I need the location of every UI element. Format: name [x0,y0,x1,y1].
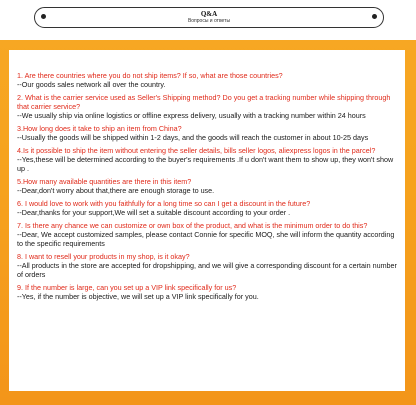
orange-frame [0,40,416,405]
banner-right-dot [372,14,377,19]
faq-answer: --All products in the store are accepted for dropshipping, and we will give a corresponding discount for a certain number of orders [17,261,397,279]
faq-answer: --Dear, We accept customized samples, please contact Connie for specific MOQ, she will inform the quantity according to the specific requirements [17,230,395,248]
faq-question: 3.How long does it take to ship an item from China? [17,124,182,133]
banner-subtitle: Вопросы и ответы [187,18,231,24]
faq-item [17,93,398,120]
faq-answer: --We usually ship via online logistics or offline express delivery, usually with a tracking number within 24 hours [17,111,366,120]
faq-question: 5.How many available quantities are there in this item? [17,177,192,186]
banner-title: Q&A [200,10,218,18]
faq-card [9,50,405,391]
faq-item [17,252,398,279]
header-banner [34,7,384,28]
faq-question: 7. Is there any chance we can customize or own box of the product, and what is the minimum order to do this? [17,221,368,230]
faq-question: 8. I want to resell your products in my shop, is it okay? [17,252,190,261]
faq-answer: --Yes, if the number is objective, we will set up a VIP link specifically for you. [17,292,259,301]
faq-item [17,146,398,173]
faq-question: 2. What is the carrier service used as Seller's Shipping method? Do you get a tracking number while shipping through that carrier service? [17,93,391,111]
faq-answer: --Our goods sales network all over the country. [17,80,166,89]
faq-question: 6. I would love to work with you faithfully for a long time so can I get a discount in the future? [17,199,311,208]
faq-answer: --Dear,don't worry about that,there are enough storage to use. [17,186,215,195]
faq-item [17,71,398,89]
faq-answer: --Usually the goods will be shipped within 1-2 days, and the goods will reach the customer in about 10-25 days [17,133,369,142]
faq-item [17,283,398,301]
faq-item [17,221,398,248]
faq-question: 1. Are there countries where you do not ship items? If so, what are those countries? [17,71,283,80]
faq-question: 4.Is it possible to ship the item without entering the seller details, bills seller logos, aliexpress logos in the parcel? [17,146,376,155]
faq-item [17,199,398,217]
faq-question: 9. If the number is large, can you set up a VIP link specifically for us? [17,283,237,292]
faq-answer: --Dear,thanks for your support,We will set a suitable discount according to your order . [17,208,291,217]
faq-item [17,124,398,142]
faq-answer: --Yes,these will be determined according to the buyer's requirements .If u don't want them to show up, they won't show up . [17,155,394,173]
faq-item [17,177,398,195]
